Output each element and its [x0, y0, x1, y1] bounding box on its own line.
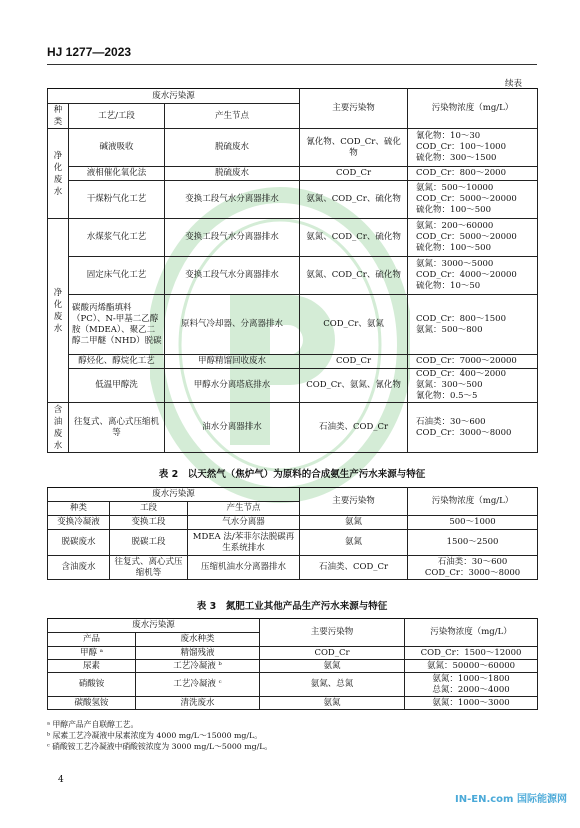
table-3-caption: 表 3 氮肥工业其他产品生产污水来源与特征 — [196, 601, 388, 612]
cell-conc: 氨氮：1000～3000 — [405, 697, 538, 710]
cell-pollutant: COD_Cr — [260, 647, 405, 660]
note-c: ᶜ 硝酸铵工艺冷凝液中硝酸铵浓度为 3000 mg/L～5000 mg/L。 — [47, 742, 273, 751]
cell-node: 甲醇水分离塔底排水 — [165, 369, 300, 403]
col-header-source: 废水污染源 — [48, 89, 300, 104]
col-header-node: 产生节点 — [188, 502, 300, 516]
cell-conc: COD_Cr：400～2000 氨氮：300～500 氰化物：0.5～5 — [408, 369, 538, 403]
col-header-node: 产生节点 — [165, 104, 300, 129]
type-cell-a: 净化废水 — [48, 129, 69, 219]
cell-node: 变换工段气水分离器排水 — [165, 219, 300, 257]
table-3 — [47, 618, 538, 710]
cell-pollutant: 氨氮 — [300, 516, 408, 530]
cell-product: 甲醇 ᵃ — [48, 647, 136, 660]
cell-pollutant: COD_Cr、氨氮 — [300, 295, 408, 355]
col-header-conc: 污染物浓度（mg/L） — [408, 89, 538, 129]
cell-pollutant: 氨氮 — [300, 530, 408, 556]
cell-pollutant: 氰化物、COD_Cr、硫化物 — [300, 129, 408, 167]
cell-product: 尿素 — [48, 660, 136, 673]
col-header-product: 产品 — [48, 633, 136, 647]
cell-conc: COD_Cr：7000～20000 — [408, 355, 538, 369]
page-number: 4 — [58, 775, 64, 785]
cell-process: 低温甲醇洗 — [69, 369, 165, 403]
table-2 — [47, 487, 538, 580]
cell-node: 变换工段气水分离器排水 — [165, 181, 300, 219]
cell-conc: 石油类：30～600 COD_Cr：3000～8000 — [408, 403, 538, 453]
table-2-caption: 表 2 以天然气（焦炉气）为原料的合成氨生产污水来源与特征 — [158, 469, 426, 480]
note-b: ᵇ 尿素工艺冷凝液中尿素浓度为 4000 mg/L～15000 mg/L。 — [47, 731, 263, 740]
cell-kind: 清洗废水 — [136, 697, 260, 710]
cell-pollutant: COD_Cr — [300, 355, 408, 369]
col-header-type: 种类 — [48, 104, 69, 129]
cell-process: 液相催化氧化法 — [69, 167, 165, 181]
cell-conc: 氨氮：200～60000 COD_Cr：5000～20000 硫化物：100～500 — [408, 219, 538, 257]
cell-pollutant: 氨氮 — [260, 660, 405, 673]
cell-type: 脱碳废水 — [48, 530, 110, 556]
cell-conc: 500～1000 — [408, 516, 538, 530]
note-a: ᵃ 甲醇产品产自联醇工艺。 — [47, 720, 139, 729]
cell-process: 水煤浆气化工艺 — [69, 219, 165, 257]
cell-process: 干煤粉气化工艺 — [69, 181, 165, 219]
cell-pollutant: COD_Cr、氨氮、氰化物 — [300, 369, 408, 403]
cell-proc: 脱碳工段 — [110, 530, 188, 556]
cell-node: 压缩机油水分离器排水 — [188, 556, 300, 580]
col-header-pollutant: 主要污染物 — [300, 89, 408, 129]
col-header-pollutant: 主要污染物 — [300, 488, 408, 516]
cell-process: 往复式、离心式压缩机等 — [69, 403, 165, 453]
cell-pollutant: COD_Cr — [300, 167, 408, 181]
cell-process: 固定床气化工艺 — [69, 257, 165, 295]
col-header-process: 工艺/工段 — [69, 104, 165, 129]
cell-node: 变换工段气水分离器排水 — [165, 257, 300, 295]
cell-proc: 变换工段 — [110, 516, 188, 530]
cell-pollutant: 氨氮、COD_Cr、硫化物 — [300, 181, 408, 219]
type-cell-b: 净化废水 — [48, 219, 69, 403]
cell-node: 气水分离器 — [188, 516, 300, 530]
cell-pollutant: 氨氮、COD_Cr、硫化物 — [300, 257, 408, 295]
cell-product: 碳酸氢铵 — [48, 697, 136, 710]
cell-process: 醇烃化、醇烷化工艺 — [69, 355, 165, 369]
cell-process: 碱液吸收 — [69, 129, 165, 167]
cell-conc: 氨氮：1000～1800 总氮：2000～4000 — [405, 673, 538, 697]
cell-node: 脱硫废水 — [165, 129, 300, 167]
col-header-conc: 污染物浓度（mg/L） — [408, 488, 538, 516]
cell-conc: 氨氮：3000～5000 COD_Cr：4000～20000 硫化物：10～50 — [408, 257, 538, 295]
cell-node: 脱硫废水 — [165, 167, 300, 181]
cell-product: 硝酸铵 — [48, 673, 136, 697]
col-header-pollutant: 主要污染物 — [260, 619, 405, 647]
cell-kind: 工艺冷凝液 ᵇ — [136, 660, 260, 673]
header-rule — [47, 64, 537, 65]
standard-code: HJ 1277—2023 — [47, 45, 132, 59]
col-header-type: 种类 — [48, 502, 110, 516]
cell-type: 变换冷凝液 — [48, 516, 110, 530]
col-header-source: 废水污染源 — [48, 619, 260, 633]
cell-pollutant: 氨氮 — [260, 697, 405, 710]
cell-pollutant: 氨氮、COD_Cr、硫化物 — [300, 219, 408, 257]
col-header-source: 废水污染源 — [48, 488, 300, 502]
cell-type: 含油废水 — [48, 556, 110, 580]
cell-pollutant: 石油类、COD_Cr — [300, 403, 408, 453]
cell-node: MDEA 法/苯菲尔法脱碳再生系统排水 — [188, 530, 300, 556]
cell-kind: 精馏残液 — [136, 647, 260, 660]
cell-node: 原料气冷却器、分离器排水 — [165, 295, 300, 355]
col-header-proc: 工段 — [110, 502, 188, 516]
col-header-conc: 污染物浓度（mg/L） — [405, 619, 538, 647]
cell-conc: 1500～2500 — [408, 530, 538, 556]
continued-label: 续表 — [505, 79, 523, 89]
table-notes — [47, 719, 272, 752]
cell-node: 甲醇精馏回收废水 — [165, 355, 300, 369]
cell-process: 碳酸丙烯酯填料（PC）、N-甲基二乙醇胺（MDEA）、聚乙二醇二甲醚（NHD）脱碳 — [69, 295, 165, 355]
cell-pollutant: 石油类、COD_Cr — [300, 556, 408, 580]
cell-conc: COD_Cr：800～2000 — [408, 167, 538, 181]
cell-conc: 氨氮：500～10000 COD_Cr：5000～20000 硫化物：100～500 — [408, 181, 538, 219]
table-1 — [47, 88, 538, 453]
cell-kind: 工艺冷凝液 ᶜ — [136, 673, 260, 697]
cell-conc: 氰化物：10～30 COD_Cr：100～1000 硫化物：300～1500 — [408, 129, 538, 167]
cell-proc: 往复式、离心式压缩机等 — [110, 556, 188, 580]
cell-conc: 氨氮：50000～60000 — [405, 660, 538, 673]
cell-pollutant: 氨氮、总氮 — [260, 673, 405, 697]
cell-conc: 石油类：30～600 COD_Cr：3000～8000 — [408, 556, 538, 580]
type-cell-c: 含油废水 — [48, 403, 69, 453]
cell-node: 油水分离器排水 — [165, 403, 300, 453]
cell-conc: COD_Cr：800～1500 氨氮：500～800 — [408, 295, 538, 355]
cell-conc: COD_Cr：1500～12000 — [405, 647, 538, 660]
site-watermark: IN-EN.com 国际能源网 — [455, 794, 567, 805]
col-header-kind: 废水种类 — [136, 633, 260, 647]
